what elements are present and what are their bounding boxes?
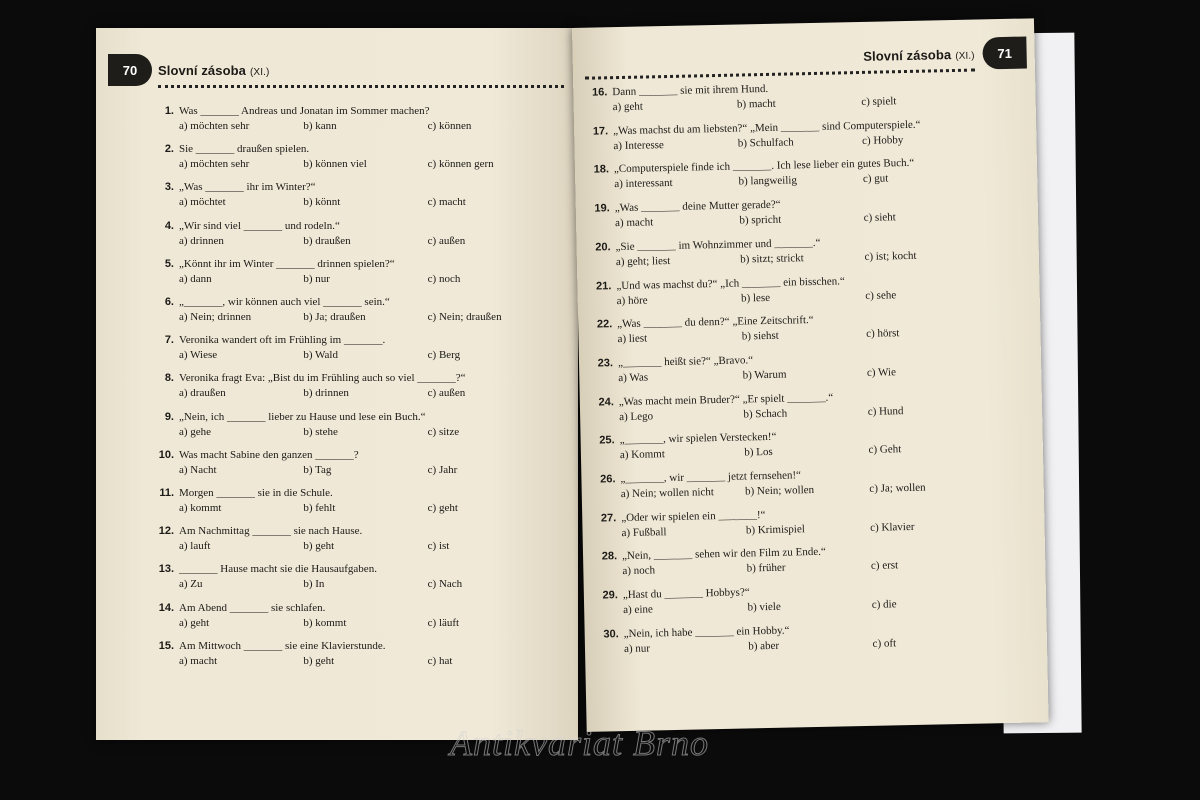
- option-c[interactable]: c) sehe: [865, 288, 897, 302]
- question-item: [593, 464, 994, 502]
- section-title: [863, 47, 975, 64]
- option-c[interactable]: c) Jahr: [427, 463, 458, 476]
- question-item: [594, 503, 995, 541]
- option-c[interactable]: c) können: [427, 120, 472, 132]
- answer-options: [152, 501, 552, 516]
- option-b[interactable]: b) stehe: [303, 425, 338, 438]
- question-number: 22.: [596, 318, 613, 331]
- answer-options: [152, 119, 552, 134]
- question-item: [590, 309, 991, 347]
- question-number: 1.: [164, 105, 174, 117]
- question-number: 6.: [164, 296, 174, 308]
- option-b[interactable]: b) viele: [747, 600, 781, 614]
- option-c[interactable]: c) geht: [427, 502, 458, 514]
- answer-options: [152, 386, 552, 401]
- question-text: „Sie _______ im Wohnzimmer und _______.“: [615, 236, 821, 253]
- question-number: 12.: [158, 525, 174, 538]
- question-number: 26.: [600, 473, 616, 486]
- option-c[interactable]: c) macht: [427, 196, 466, 209]
- answer-options: [152, 463, 552, 478]
- option-a[interactable]: a) interessant: [614, 177, 673, 191]
- option-a[interactable]: a) draußen: [179, 387, 226, 400]
- option-b[interactable]: b) aber: [748, 639, 780, 653]
- question-item: [587, 155, 988, 193]
- option-b[interactable]: b) könnt: [303, 196, 341, 209]
- question-item: [591, 348, 992, 386]
- option-a[interactable]: a) eine: [623, 603, 653, 617]
- question-number: 20.: [595, 241, 611, 254]
- question-text: Am Abend _______ sie schlafen.: [179, 601, 326, 614]
- question-number: 21.: [595, 279, 612, 293]
- option-c[interactable]: c) läuft: [427, 616, 460, 629]
- question-text: „_______ heißt sie?“ „Bravo.“: [617, 354, 754, 369]
- question-number: 19.: [594, 202, 610, 215]
- question-item: [152, 371, 552, 401]
- option-a[interactable]: a) liest: [617, 332, 648, 346]
- option-c[interactable]: c) Hund: [867, 404, 904, 418]
- option-b[interactable]: b) Schach: [743, 407, 788, 421]
- dotted-rule: [158, 85, 564, 88]
- question-item: [588, 232, 989, 270]
- option-a[interactable]: a) macht: [179, 654, 218, 667]
- question-item: [152, 601, 552, 631]
- question-text: „Was machst du am liebsten?“ „Mein _______ sind Computerspiele.“: [613, 118, 921, 137]
- question-number: 30.: [603, 627, 619, 641]
- option-a[interactable]: a) dann: [179, 272, 212, 285]
- question-item: [595, 542, 996, 580]
- question-line: [152, 180, 552, 195]
- question-text: Dann _______ sie mit ihrem Hund.: [612, 82, 769, 99]
- question-text: „Nein, ich habe _______ ein Hobby.“: [623, 624, 790, 640]
- question-text: „Was _______ deine Mutter gerade?“: [614, 198, 781, 215]
- option-a[interactable]: a) gehe: [179, 425, 212, 438]
- option-b[interactable]: b) macht: [736, 97, 776, 111]
- option-b[interactable]: b) lese: [740, 291, 771, 305]
- question-line: [152, 562, 552, 577]
- option-c[interactable]: c) hat: [427, 654, 453, 667]
- question-line: [152, 371, 552, 386]
- option-b[interactable]: b) früher: [746, 562, 786, 575]
- option-b[interactable]: b) Ja; draußen: [303, 311, 366, 323]
- option-a[interactable]: a) macht: [614, 216, 654, 230]
- option-c[interactable]: c) noch: [427, 272, 461, 285]
- option-a[interactable]: a) Zu: [179, 578, 203, 591]
- option-a[interactable]: a) höre: [616, 293, 648, 307]
- question-text: „Computerspiele finde ich _______. Ich lese lieber ein gutes Buch.“: [613, 157, 915, 176]
- question-number: 16.: [591, 86, 608, 99]
- option-c[interactable]: c) Berg: [427, 349, 461, 362]
- option-a[interactable]: a) Kommt: [619, 448, 665, 462]
- left-page-header: [108, 54, 564, 86]
- right-page: [572, 18, 1049, 732]
- question-number: 25.: [599, 434, 615, 447]
- question-text: „Und was machst du?“ „Ich _______ ein bisschen.“: [616, 274, 845, 292]
- option-c[interactable]: c) sieht: [863, 211, 896, 225]
- question-item: [152, 486, 552, 516]
- question-number: 7.: [164, 334, 174, 347]
- question-line: [152, 448, 552, 463]
- option-b[interactable]: b) können viel: [303, 158, 367, 171]
- question-text: „_______, wir spielen Verstecken!“: [619, 431, 777, 447]
- option-a[interactable]: a) drinnen: [179, 234, 224, 247]
- option-a[interactable]: a) Was: [618, 371, 649, 384]
- option-a[interactable]: a) geht: [612, 100, 644, 114]
- option-a[interactable]: a) möchten sehr: [179, 158, 250, 171]
- question-item: [152, 562, 552, 592]
- option-a[interactable]: a) möchten sehr: [179, 120, 250, 132]
- option-c[interactable]: c) sitze: [427, 425, 460, 438]
- option-c[interactable]: c) Wie: [866, 366, 897, 379]
- answer-options: [152, 425, 552, 440]
- question-text: Veronika wandert oft im Frühling im _______.: [179, 334, 386, 347]
- option-b[interactable]: b) sitzt; strickt: [740, 251, 804, 266]
- option-c[interactable]: c) spielt: [861, 95, 897, 108]
- option-c[interactable]: c) außen: [427, 234, 466, 247]
- answer-options: [152, 539, 552, 554]
- option-b[interactable]: b) siehst: [741, 329, 779, 343]
- question-item: [152, 257, 552, 287]
- option-c[interactable]: c) Klavier: [870, 520, 915, 534]
- option-b[interactable]: b) kann: [303, 120, 337, 132]
- question-text: Was macht Sabine den ganzen _______?: [179, 448, 359, 461]
- option-a[interactable]: a) Wiese: [179, 349, 218, 362]
- question-line: [152, 524, 552, 539]
- answer-options: [152, 195, 552, 210]
- answer-options: [152, 272, 552, 287]
- question-line: [152, 295, 552, 310]
- option-b[interactable]: b) In: [303, 578, 325, 591]
- option-b[interactable]: b) langweilig: [738, 174, 798, 188]
- question-item: [152, 448, 552, 478]
- answer-options: [152, 616, 552, 631]
- question-number: 17.: [592, 124, 609, 138]
- question-number: 2.: [164, 143, 174, 156]
- question-number: 29.: [602, 589, 619, 602]
- option-b[interactable]: b) spricht: [739, 213, 782, 227]
- section-title-text: Slovní zásoba: [863, 47, 952, 64]
- question-item: [589, 271, 990, 309]
- option-a[interactable]: a) geht; liest: [615, 254, 671, 268]
- option-a[interactable]: a) möchtet: [179, 196, 226, 209]
- right-page-header: [584, 36, 1027, 77]
- question-item: [152, 333, 552, 363]
- answer-options: [152, 157, 552, 172]
- question-number: 10.: [158, 448, 174, 461]
- option-b[interactable]: b) Nein; wollen: [744, 484, 815, 498]
- question-number: 11.: [159, 487, 174, 499]
- section-subtitle: (XI.): [955, 50, 975, 62]
- option-b[interactable]: b) kommt: [303, 616, 347, 629]
- answer-options: [152, 654, 552, 669]
- question-number: 27.: [600, 511, 617, 525]
- question-item: [593, 426, 994, 464]
- option-c[interactable]: c) oft: [872, 637, 897, 650]
- question-text: „Hast du _______ Hobbys?“: [622, 586, 750, 602]
- question-item: [152, 180, 552, 210]
- option-b[interactable]: b) Warum: [742, 368, 787, 382]
- question-number: 14.: [158, 601, 174, 614]
- question-number: 8.: [164, 372, 174, 385]
- question-number: 23.: [597, 357, 614, 370]
- option-c[interactable]: c) ist: [427, 540, 450, 553]
- question-number: 9.: [164, 410, 174, 423]
- question-line: [152, 104, 552, 119]
- question-text: „_______, wir können auch viel _______ sein.“: [179, 296, 390, 308]
- question-item: [152, 524, 552, 554]
- answer-options: [152, 577, 552, 592]
- question-number: 5.: [164, 257, 174, 270]
- left-page: [96, 28, 578, 740]
- option-b[interactable]: b) nur: [303, 272, 330, 285]
- question-text: „Was _______ du denn?“ „Eine Zeitschrift.“: [617, 314, 814, 331]
- question-item: [592, 387, 993, 425]
- question-line: [152, 410, 552, 425]
- option-b[interactable]: b) drinnen: [303, 387, 349, 400]
- question-item: [152, 142, 552, 172]
- option-c[interactable]: c) ist; kocht: [864, 249, 917, 263]
- question-number: 24.: [598, 395, 614, 409]
- question-text: Am Nachmittag _______ sie nach Hause.: [179, 525, 363, 538]
- option-a[interactable]: a) Nein; drinnen: [179, 311, 252, 323]
- section-title: [158, 63, 269, 78]
- question-text: Was _______ Andreas und Jonatan im Sommer machen?: [179, 105, 430, 117]
- option-b[interactable]: b) Krimispiel: [745, 522, 805, 537]
- watermark: Antikvariat Brno: [450, 723, 709, 763]
- question-item: [585, 77, 986, 115]
- question-number: 18.: [593, 163, 610, 176]
- option-c[interactable]: c) können gern: [427, 158, 494, 171]
- question-line: [152, 639, 552, 654]
- option-c[interactable]: c) gut: [862, 172, 889, 186]
- question-text: _______ Hause macht sie die Hausaufgaben.: [179, 563, 377, 576]
- answer-options: [152, 310, 552, 325]
- question-text: „Wir sind viel _______ und rodeln.“: [179, 219, 340, 232]
- question-text: Veronika fragt Eva: „Bist du im Frühling auch so viel _______?“: [179, 372, 466, 385]
- option-a[interactable]: a) nur: [623, 642, 651, 655]
- question-number: 15.: [158, 639, 174, 652]
- option-a[interactable]: a) Interesse: [613, 138, 664, 152]
- page-number-tab: 71: [982, 36, 1027, 69]
- section-title-text: Slovní zásoba: [158, 63, 246, 78]
- option-a[interactable]: a) lauft: [179, 540, 211, 553]
- question-item: [152, 410, 552, 440]
- question-item: [152, 295, 552, 325]
- option-b[interactable]: b) fehlt: [303, 502, 336, 514]
- option-c[interactable]: c) außen: [427, 387, 466, 400]
- question-text: „Oder wir spielen ein _______!“: [621, 508, 766, 524]
- question-text: „Nein, ich _______ lieber zu Hause und lese ein Buch.“: [179, 410, 426, 423]
- question-line: [152, 257, 552, 272]
- option-a[interactable]: a) geht: [179, 616, 210, 629]
- question-text: Sie _______ draußen spielen.: [179, 143, 310, 156]
- option-c[interactable]: c) Geht: [868, 443, 902, 457]
- option-c[interactable]: c) Ja; wollen: [869, 481, 926, 495]
- option-b[interactable]: b) Tag: [303, 463, 332, 476]
- option-c[interactable]: c) Hobby: [861, 133, 904, 147]
- question-number: 4.: [164, 219, 174, 232]
- option-c[interactable]: c) die: [871, 598, 897, 611]
- option-c[interactable]: c) Nach: [427, 578, 463, 591]
- option-a[interactable]: a) kommt: [179, 502, 222, 514]
- question-item: [597, 619, 998, 657]
- question-text: „Was _______ ihr im Winter?“: [179, 181, 316, 194]
- question-item: [588, 193, 989, 231]
- page-number-tab: 70: [108, 54, 152, 86]
- question-text: „_______, wir _______ jetzt fernsehen!“: [620, 469, 802, 486]
- section-subtitle: (XI.): [250, 67, 270, 78]
- question-number: 3.: [164, 181, 174, 194]
- answer-options: [152, 234, 552, 249]
- question-number: 28.: [601, 550, 618, 563]
- question-item: [152, 104, 552, 134]
- question-text: „Nein, _______ sehen wir den Film zu Ende.“: [621, 546, 826, 563]
- question-line: [152, 333, 552, 348]
- option-b[interactable]: b) geht: [303, 654, 335, 667]
- option-c[interactable]: c) Nein; draußen: [427, 311, 502, 323]
- option-b[interactable]: b) draußen: [303, 234, 351, 247]
- option-a[interactable]: a) noch: [622, 564, 656, 578]
- question-line: [152, 142, 552, 157]
- question-text: Morgen _______ sie in die Schule.: [179, 487, 333, 499]
- question-item: [586, 116, 987, 154]
- question-text: „Könnt ihr im Winter _______ drinnen spielen?“: [179, 257, 395, 270]
- answer-options: [152, 348, 552, 363]
- question-line: [152, 219, 552, 234]
- option-b[interactable]: b) Schulfach: [737, 136, 794, 150]
- question-item: [152, 219, 552, 249]
- option-b[interactable]: b) Wald: [303, 349, 338, 362]
- option-a[interactable]: a) Nacht: [179, 463, 217, 476]
- question-text: Am Mittwoch _______ sie eine Klavierstunde.: [179, 639, 386, 652]
- option-a[interactable]: a) Fußball: [621, 525, 667, 539]
- option-c[interactable]: c) hörst: [866, 327, 900, 341]
- option-a[interactable]: a) Lego: [619, 409, 654, 423]
- question-number: 13.: [158, 563, 174, 576]
- question-item: [152, 639, 552, 669]
- option-c[interactable]: c) erst: [870, 559, 899, 573]
- question-line: [152, 486, 552, 501]
- question-text: „Was macht mein Bruder?“ „Er spielt _______.“: [618, 391, 834, 408]
- question-line: [152, 601, 552, 616]
- question-item: [596, 580, 997, 618]
- option-b[interactable]: b) Los: [744, 446, 773, 459]
- option-b[interactable]: b) geht: [303, 540, 335, 553]
- option-a[interactable]: a) Nein; wollen nicht: [620, 486, 715, 501]
